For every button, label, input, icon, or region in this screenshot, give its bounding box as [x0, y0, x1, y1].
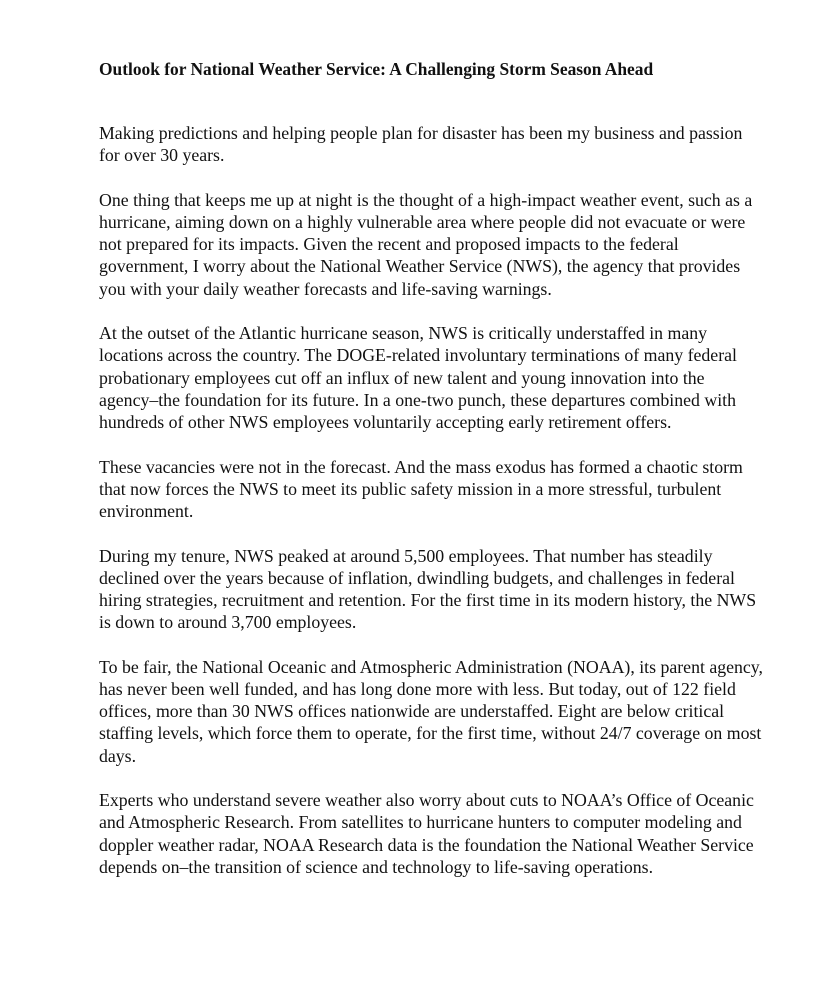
paragraph-1: Making predictions and helping people plan for disaster has been my business and passion for over 30 years.	[99, 123, 743, 166]
paragraph-4: These vacancies were not in the forecast. And the mass exodus has formed a chaotic storm that now forces the NWS to meet its public safety mission in a more stressful, turbulent environment.	[99, 456, 743, 522]
paragraph-2: One thing that keeps me up at night is the thought of a high-impact weather event, such as a hurricane, aiming down on a highly vulnerable area where people did not evacuate or were not prepared for its impacts. Given the recent and proposed impacts to the federal government, I worry about the National Weather Service (NWS), the agency that provides you with your daily weather forecasts and life-saving warnings.	[99, 189, 753, 299]
paragraph-5: During my tenure, NWS peaked at around 5,500 employees. That number has steadily declined over the years because of inflation, dwindling budgets, and challenges in federal hiring strategies, recruitment and retention. For the first time in its modern history, the NWS is down to around 3,700 employees.	[99, 545, 757, 633]
paragraph-3: At the outset of the Atlantic hurricane season, NWS is critically understaffed in many locations across the country. The DOGE-related involuntary terminations of many federal probationary employees cut off an influx of new talent and young innovation into the agency–the foundation for its future. In a one-two punch, these departures combined with hundreds of other NWS employees voluntarily accepting early retirement offers.	[99, 323, 737, 433]
paragraph-7: Experts who understand severe weather also worry about cuts to NOAA’s Office of Oceanic and Atmospheric Research. From satellites to hurricane hunters to computer modeling and doppler weather radar, NOAA Research data is the foundation the National Weather Service depends on–the transition of science and technology to life-saving operations.	[99, 790, 754, 877]
document-title: Outlook for National Weather Service: A Challenging Storm Season Ahead	[99, 59, 654, 79]
paragraph-6: To be fair, the National Oceanic and Atmospheric Administration (NOAA), its parent agency, has never been well funded, and has long done more with less. But today, out of 122 field offices, more than 30 NWS offices nationwide are understaffed. Eight are below critical staffing levels, which force them to operate, for the first time, without 24/7 coverage on most days.	[99, 656, 763, 766]
document-page	[99, 58, 764, 900]
